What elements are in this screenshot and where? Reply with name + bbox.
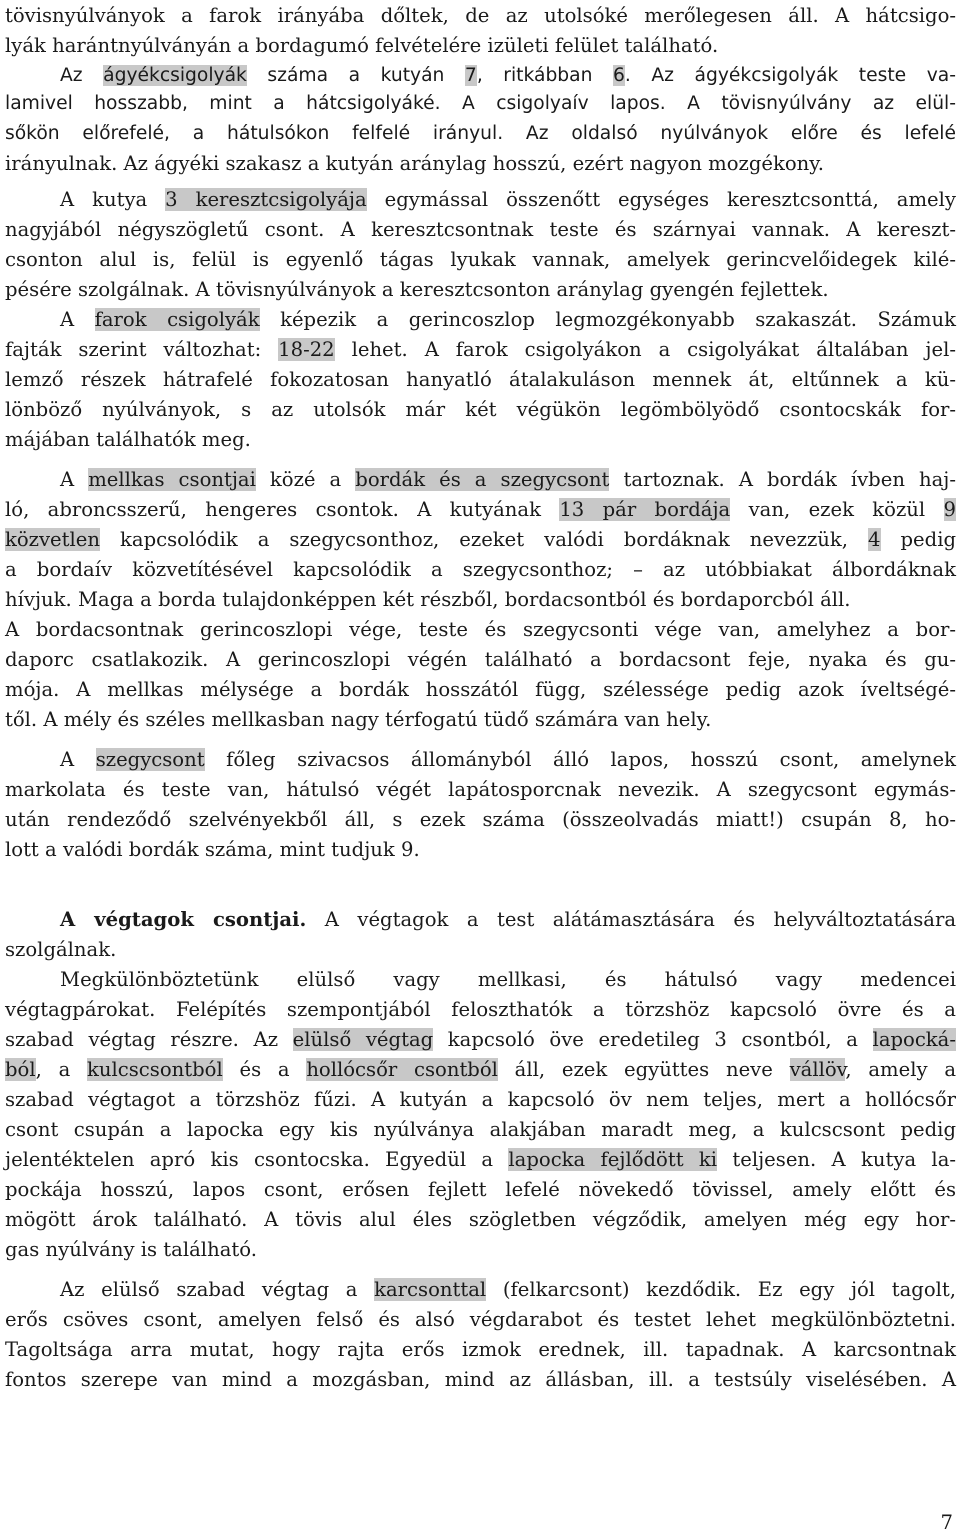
text-run: a bordaív közvetítésével kapcsolódik a szegycsonthoz; – az utóbbiakat álbordáknak xyxy=(5,558,956,581)
text-run: A kutya xyxy=(60,188,166,211)
text-line xyxy=(5,834,956,866)
text-line xyxy=(5,424,956,456)
text-line xyxy=(5,1364,956,1396)
text-run: gas nyúlvány is található. xyxy=(5,1238,257,1261)
text-line xyxy=(5,148,956,180)
text-line xyxy=(5,1114,956,1146)
text-run: csont csupán a lapocka egy kis nyúlványa alakjában maradt meg, a kulcscsont pedig xyxy=(5,1118,956,1141)
highlighted-term: kulcscsontból xyxy=(87,1058,223,1081)
text-run: A xyxy=(60,748,96,771)
text-run: lyák harántnyúlványán a bordagumó felvételére izületi felület található. xyxy=(5,34,719,57)
highlighted-term: lapocká- xyxy=(872,1028,956,1051)
text-run: daporc csatlakozik. A gerincoszlopi végén található a bordacsont feje, nyaka és gu- xyxy=(5,648,956,671)
text-run: A bordacsontnak gerincoszlopi vége, teste és szegycsonti vége van, amelyhez a bor- xyxy=(5,618,956,641)
highlighted-term: 18-22 xyxy=(278,338,335,361)
text-run: től. A mély és széles mellkasban nagy térfogatú tüdő számára van hely. xyxy=(5,708,712,731)
text-line xyxy=(5,744,956,776)
text-run: A xyxy=(60,308,95,331)
text-run: szabad végtag részre. Az xyxy=(5,1028,293,1051)
highlighted-term: 9 xyxy=(943,498,957,521)
text-run: fajták szerint változhat: xyxy=(5,338,279,361)
text-run: után rendeződő szelvényekből áll, s ezek száma (összeolvadás miatt!) csupán 8, ho- xyxy=(5,808,956,831)
text-line xyxy=(5,214,956,246)
highlighted-term: lapocka fejlődött ki xyxy=(508,1148,718,1171)
text-line xyxy=(5,1334,956,1366)
text-line xyxy=(5,584,956,616)
text-run: lott a valódi bordák száma, mint tudjuk 9. xyxy=(5,838,420,861)
text-run: pedig xyxy=(880,528,957,551)
page-number: 7 xyxy=(940,1511,953,1534)
text-line xyxy=(5,644,956,676)
text-run: hívjuk. Maga a borda tulajdonképpen két részből, bordacsontból és bordaporcból áll. xyxy=(5,588,851,611)
text-run: , a xyxy=(35,1058,88,1081)
text-line xyxy=(5,30,956,62)
text-run: egymással összenőtt egységes keresztcsonttá, amely xyxy=(366,188,956,211)
text-run: Az xyxy=(60,65,104,86)
highlighted-term: farok csigolyák xyxy=(94,308,260,331)
text-line xyxy=(5,674,956,706)
text-run: ló, abroncsszerű, hengeres csontok. A kutyának xyxy=(5,498,560,521)
text-run: száma a kutyán xyxy=(246,65,465,86)
text-run: csonton alul is, felül is egyenlő tágas lyukak vannak, amelyek gerincvelőidegek kilé- xyxy=(5,248,956,271)
text-line xyxy=(5,274,956,306)
text-line xyxy=(5,774,956,806)
text-line xyxy=(5,118,956,150)
text-run: A végtagok a test alátámasztására és helyváltoztatására xyxy=(306,908,956,931)
text-line xyxy=(5,1274,956,1306)
text-run: Megkülönböztetünk elülső vagy mellkasi, és hátulsó vagy medencei xyxy=(60,968,956,991)
text-run: , amely a xyxy=(845,1058,956,1081)
text-line xyxy=(5,244,956,276)
highlighted-term: 13 pár bordája xyxy=(559,498,731,521)
text-line xyxy=(5,1234,956,1266)
text-line xyxy=(5,1024,956,1056)
text-run: irányulnak. Az ágyéki szakasz a kutyán aránylag hosszú, ezért nagyon mozgékony. xyxy=(5,152,824,175)
highlighted-term: 3 keresztcsigolyája xyxy=(165,188,367,211)
text-line xyxy=(5,88,956,120)
text-run: Tagoltsága arra mutat, hogy rajta erős izmok erednek, ill. tapadnak. A karcsontnak xyxy=(5,1338,956,1361)
text-run: erős csöves csont, amelyen felső és alsó végdarabot és testet lehet megkülönböztetni. xyxy=(5,1308,956,1331)
text-run: fontos szerepe van mind a mozgásban, mind az állásban, ill. a testsúly viselésében. A xyxy=(5,1368,956,1391)
text-run: kapcsolódik a szegycsonthoz, ezeket valódi bordáknak nevezzük, xyxy=(100,528,869,551)
text-line xyxy=(5,394,956,426)
text-line xyxy=(5,1084,956,1116)
text-run: pockája hosszú, lapos csont, erősen fejlett lefelé növekedő tövissel, amely előtt és xyxy=(5,1178,956,1201)
text-line xyxy=(5,1054,956,1086)
text-run: pésére szolgálnak. A tövisnyúlványok a keresztcsonton aránylag gyengén fejlettek. xyxy=(5,278,829,301)
text-line xyxy=(5,0,956,32)
text-run: van, ezek közül xyxy=(730,498,944,521)
highlighted-term: vállöv xyxy=(789,1058,846,1081)
text-line xyxy=(5,804,956,836)
text-line xyxy=(5,554,956,586)
text-run: teljesen. A kutya la- xyxy=(717,1148,957,1171)
highlighted-term: 4 xyxy=(868,528,881,551)
text-run: . Az ágyékcsigolyák teste va- xyxy=(624,65,956,86)
text-run: sőkön előrefelé, a hátulsókon felfelé irányul. Az oldalsó nyúlványok előre és lefelé xyxy=(5,123,956,144)
text-line xyxy=(5,1204,956,1236)
text-line xyxy=(5,464,956,496)
text-line xyxy=(5,1304,956,1336)
text-line xyxy=(5,304,956,336)
text-run: szolgálnak. xyxy=(5,938,117,961)
text-line xyxy=(5,934,956,966)
text-run: kapcsoló öve eredetileg 3 csontból, a xyxy=(433,1028,873,1051)
text-run: mögött árok található. A tövis alul éles szögletben végződik, amelyen még egy hor- xyxy=(5,1208,956,1231)
highlighted-term: ágyékcsigolyák xyxy=(103,65,247,86)
highlighted-term: bordák és a szegycsont xyxy=(355,468,610,491)
text-run: Az elülső szabad végtag a xyxy=(60,1278,375,1301)
text-line xyxy=(5,1144,956,1176)
text-line xyxy=(5,494,956,526)
text-run: közé a xyxy=(255,468,356,491)
text-line xyxy=(5,184,956,216)
text-run: szabad végtagot a törzshöz fűzi. A kutyán a kapcsoló öv nem teljes, mert a hollócsőr xyxy=(5,1088,956,1111)
text-line xyxy=(5,524,956,556)
text-line xyxy=(5,1174,956,1206)
text-run: áll, ezek együttes neve xyxy=(497,1058,790,1081)
text-line xyxy=(5,614,956,646)
text-run: végtagpárokat. Felépítés szempontjából feloszthatók a törzshöz kapcsoló övre és a xyxy=(5,998,956,1021)
section-heading: A végtagok csontjai. xyxy=(60,908,307,931)
text-run: lamivel hosszabb, mint a hátcsigolyáké. A csigolyaív lapos. A tövisnyúlvány az elül- xyxy=(5,93,956,114)
text-run: nagyjából négyszögletű csont. A keresztcsontnak teste és szárnyai vannak. A kereszt- xyxy=(5,218,956,241)
text-run: lönböző nyúlványok, s az utolsók már két végükön legömbölyödő csontocskák for- xyxy=(5,398,956,421)
text-run: főleg szivacsos állományból álló lapos, hosszú csont, amelynek xyxy=(204,748,956,771)
text-run: A xyxy=(60,468,89,491)
text-line xyxy=(5,964,956,996)
text-run: tövisnyúlványok a farok irányába dőltek, de az utolsóké merőlegesen áll. A hátcsigo- xyxy=(5,4,956,27)
highlighted-term: karcsonttal xyxy=(374,1278,487,1301)
text-run: (felkarcsont) kezdődik. Ez egy jól tagolt, xyxy=(486,1278,956,1301)
section-heading-line xyxy=(5,904,956,936)
text-line xyxy=(5,704,956,736)
highlighted-term: mellkas csontjai xyxy=(88,468,256,491)
text-run: képezik a gerincoszlop legmozgékonyabb szakaszát. Számuk xyxy=(259,308,956,331)
text-run: mója. A mellkas mélysége a bordák hosszától függ, szélessége pedig azok íveltségé- xyxy=(5,678,956,701)
text-run: tartoznak. A bordák ívben haj- xyxy=(609,468,956,491)
highlighted-term: elülső végtag xyxy=(292,1028,434,1051)
highlighted-term: ból xyxy=(5,1058,36,1081)
text-line xyxy=(5,364,956,396)
highlighted-term: közvetlen xyxy=(5,528,101,551)
highlighted-term: szegycsont xyxy=(95,748,205,771)
text-line xyxy=(5,334,956,366)
text-run: markolata és teste van, hátulsó végét lapátosporcnak nevezik. A szegycsont egymás- xyxy=(5,778,956,801)
highlighted-term: 7 xyxy=(464,65,477,86)
text-run: jelentéktelen apró kis csontocska. Egyedül a xyxy=(5,1148,509,1171)
text-run: , ritkábban xyxy=(476,65,614,86)
text-run: májában találhatók meg. xyxy=(5,428,251,451)
text-run: lehet. A farok csigolyákon a csigolyákat általában jel- xyxy=(334,338,956,361)
highlighted-term: hollócsőr csontból xyxy=(306,1058,498,1081)
text-line xyxy=(5,994,956,1026)
text-run: lemző részek hátrafelé fokozatosan hanyatló átalakuláson mennek át, eltűnnek a kü- xyxy=(5,368,956,391)
text-run: és a xyxy=(222,1058,307,1081)
highlighted-term: 6 xyxy=(613,65,625,86)
